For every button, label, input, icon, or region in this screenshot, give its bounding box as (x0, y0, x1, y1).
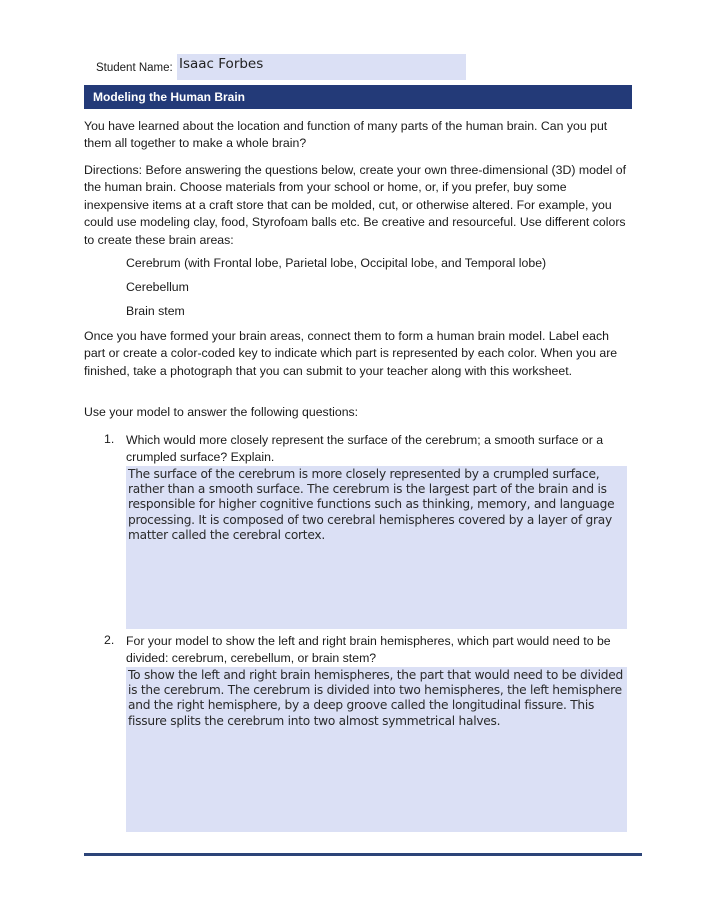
student-name-label: Student Name: (96, 62, 173, 74)
footer-rule (84, 853, 642, 856)
answer-1-field[interactable]: The surface of the cerebrum is more closely represented by a crumpled surface, rather than a smooth surface. The cerebrum is the largest part of the brain and is responsible for higher cognitive functions such as thinking, memory, and language processing. It is composed of two cerebral hemispheres covered by a layer of gray matter called the cerebral cortex. (126, 466, 627, 629)
brain-area-cerebrum: Cerebrum (with Frontal lobe, Parietal lobe, Occipital lobe, and Temporal lobe) (126, 256, 547, 270)
brain-area-cerebellum: Cerebellum (126, 280, 189, 294)
question-2-number: 2. (104, 633, 115, 647)
directions-paragraph: Directions: Before answering the questions below, create your own three-dimensional (3D) model of the human brain. Choose materials from your school or home, or, if you prefer, buy some inexpensive items at a craft store that can be molded, cut, or otherwise altered. For example, you could use modeling clay, food, Styrofoam balls etc. Be creative and resourceful. Use different colors to create these brain areas: (84, 163, 627, 247)
use-model-paragraph: Use your model to answer the following questions: (84, 405, 359, 419)
intro-paragraph: You have learned about the location and function of many parts of the human brain. Can you put them all together to make a whole brain? (84, 119, 608, 151)
answer-2-field[interactable]: To show the left and right brain hemispheres, the part that would need to be divided is the cerebrum. The cerebrum is divided into two hemispheres, the left hemisphere and the right hemisphere, by a deep groove called the longitudinal fissure. This fissure splits the cerebrum into two almost symmetrical halves. (126, 667, 627, 832)
instructions-paragraph: Once you have formed your brain areas, connect them to form a human brain model. Label each part or create a color-coded key to indicate which part is represented by each color. When you are finished, take a photograph that you can submit to your teacher along with this worksheet. (84, 329, 618, 378)
question-1-number: 1. (104, 432, 115, 446)
brain-area-brain-stem: Brain stem (126, 304, 185, 318)
question-1-text: Which would more closely represent the surface of the cerebrum; a smooth surface or a crumpled surface? Explain. (126, 433, 604, 465)
question-2-text: For your model to show the left and right brain hemispheres, which part would need to be divided: cerebrum, cerebellum, or brain stem? (126, 634, 611, 666)
worksheet-title: Modeling the Human Brain (84, 85, 632, 109)
student-name-field[interactable]: Isaac Forbes (177, 54, 466, 80)
